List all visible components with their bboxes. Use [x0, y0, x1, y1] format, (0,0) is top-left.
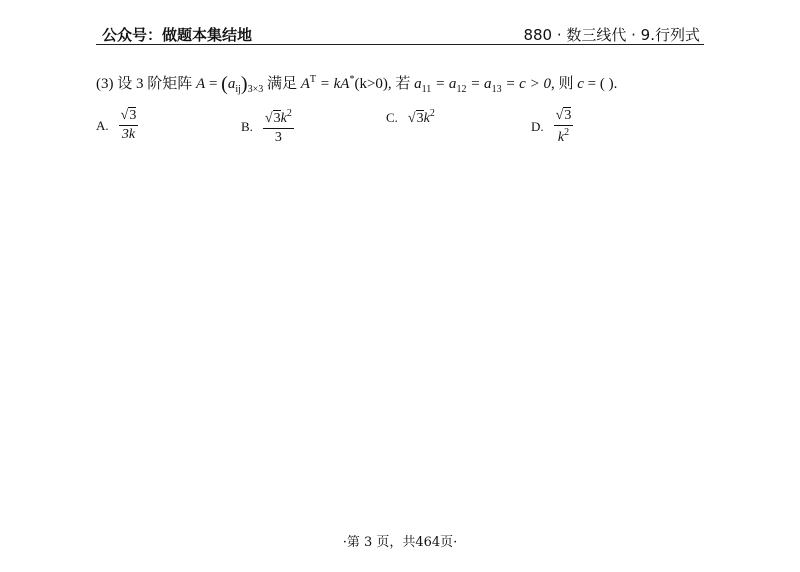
page-footer: ·第 3 页，共464页· — [342, 535, 458, 550]
option-a-fraction: $\frac{√3}{3k}$ — [120, 108, 137, 142]
option-b-fraction: $\frac{√3k^2}{3}$ — [264, 108, 292, 145]
option-a: A. $\frac{√3}{3k}$ — [96, 108, 137, 142]
question-text: (3) 设 3 阶矩阵 $A = (a_{ij})_{3\times 3}$ 满足 $A^T = kA^*(k>0)$, 若 $a_{11} = a_{12} = a_{13} = c > 0$, 则 c = ( ). — [96, 73, 618, 95]
option-d-fraction: $\frac{√3}{k^2}$ — [555, 108, 572, 145]
header-source: 公众号：做题本集结地 — [102, 26, 253, 44]
option-c: C. $√3k^2$ — [386, 108, 435, 126]
header-chapter: 880 · 数三线代 · 9.行列式 — [523, 26, 700, 44]
option-c-expression: $√3k^2$ — [407, 108, 435, 126]
option-b: B. $\frac{√3k^2}{3}$ — [241, 108, 292, 145]
option-d: D. $\frac{√3}{k^2}$ — [531, 108, 572, 145]
question-number: (3) — [96, 76, 114, 92]
page-header — [96, 22, 704, 45]
